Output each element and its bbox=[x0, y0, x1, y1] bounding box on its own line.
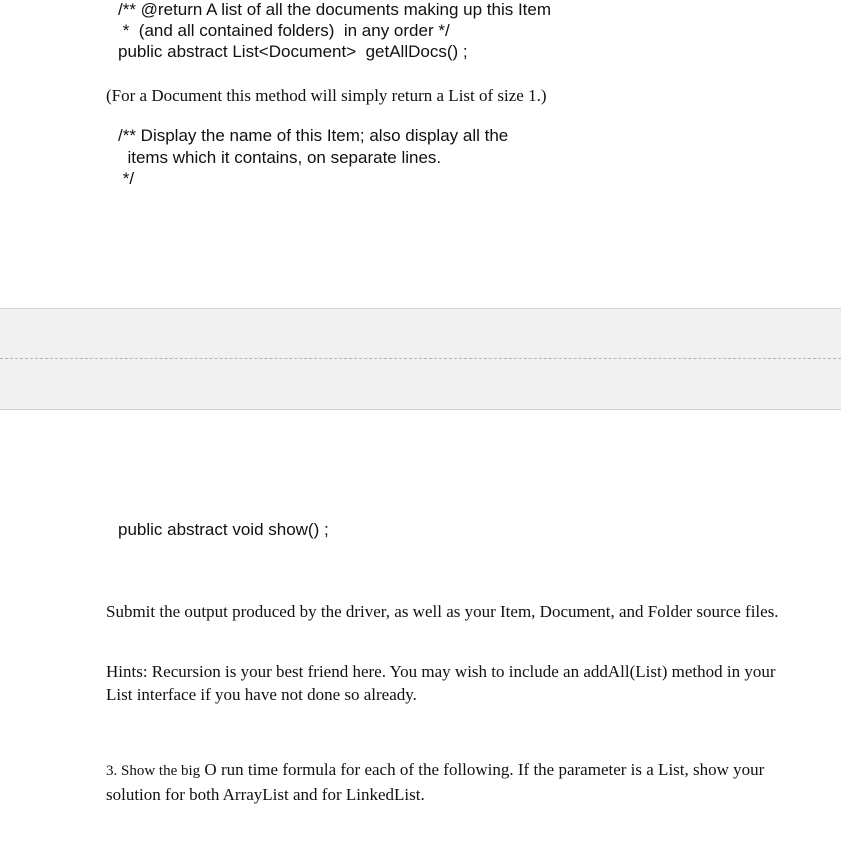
page-break-band-bottom bbox=[0, 359, 841, 410]
code-comment-display-line: /** Display the name of this Item; also display all the bbox=[118, 126, 509, 145]
hints-paragraph: Hints: Recursion is your best friend here. You may wish to include an addAll(List) method in your List interface if you have not done so already. bbox=[106, 662, 776, 704]
code-show-signature: public abstract void show() ; bbox=[118, 520, 329, 539]
document-note: (For a Document this method will simply return a List of size 1.) bbox=[106, 86, 547, 105]
page-break-dashed-line bbox=[0, 358, 841, 359]
question-3-prefix: 3. Show the big bbox=[106, 763, 201, 779]
submit-paragraph: Submit the output produced by the driver, as well as your Item, Document, and Folder source files. bbox=[106, 602, 779, 621]
code-comment-close: */ bbox=[118, 169, 135, 188]
code-comment-return-line: /** @return A list of all the documents making up this Item bbox=[118, 0, 552, 19]
code-comment-folders-line: * (and all contained folders) in any order */ bbox=[118, 21, 450, 40]
page-break-band-top bbox=[0, 308, 841, 359]
question-3 bbox=[106, 758, 816, 806]
code-getalldocs-signature: public abstract List<Document> getAllDocs() ; bbox=[118, 42, 468, 61]
code-comment-items-line: items which it contains, on separate lines. bbox=[118, 148, 442, 167]
question-3-text: O run time formula for each of the following. If the parameter is a List, show your solution for both ArrayList and for LinkedList. bbox=[106, 760, 765, 804]
